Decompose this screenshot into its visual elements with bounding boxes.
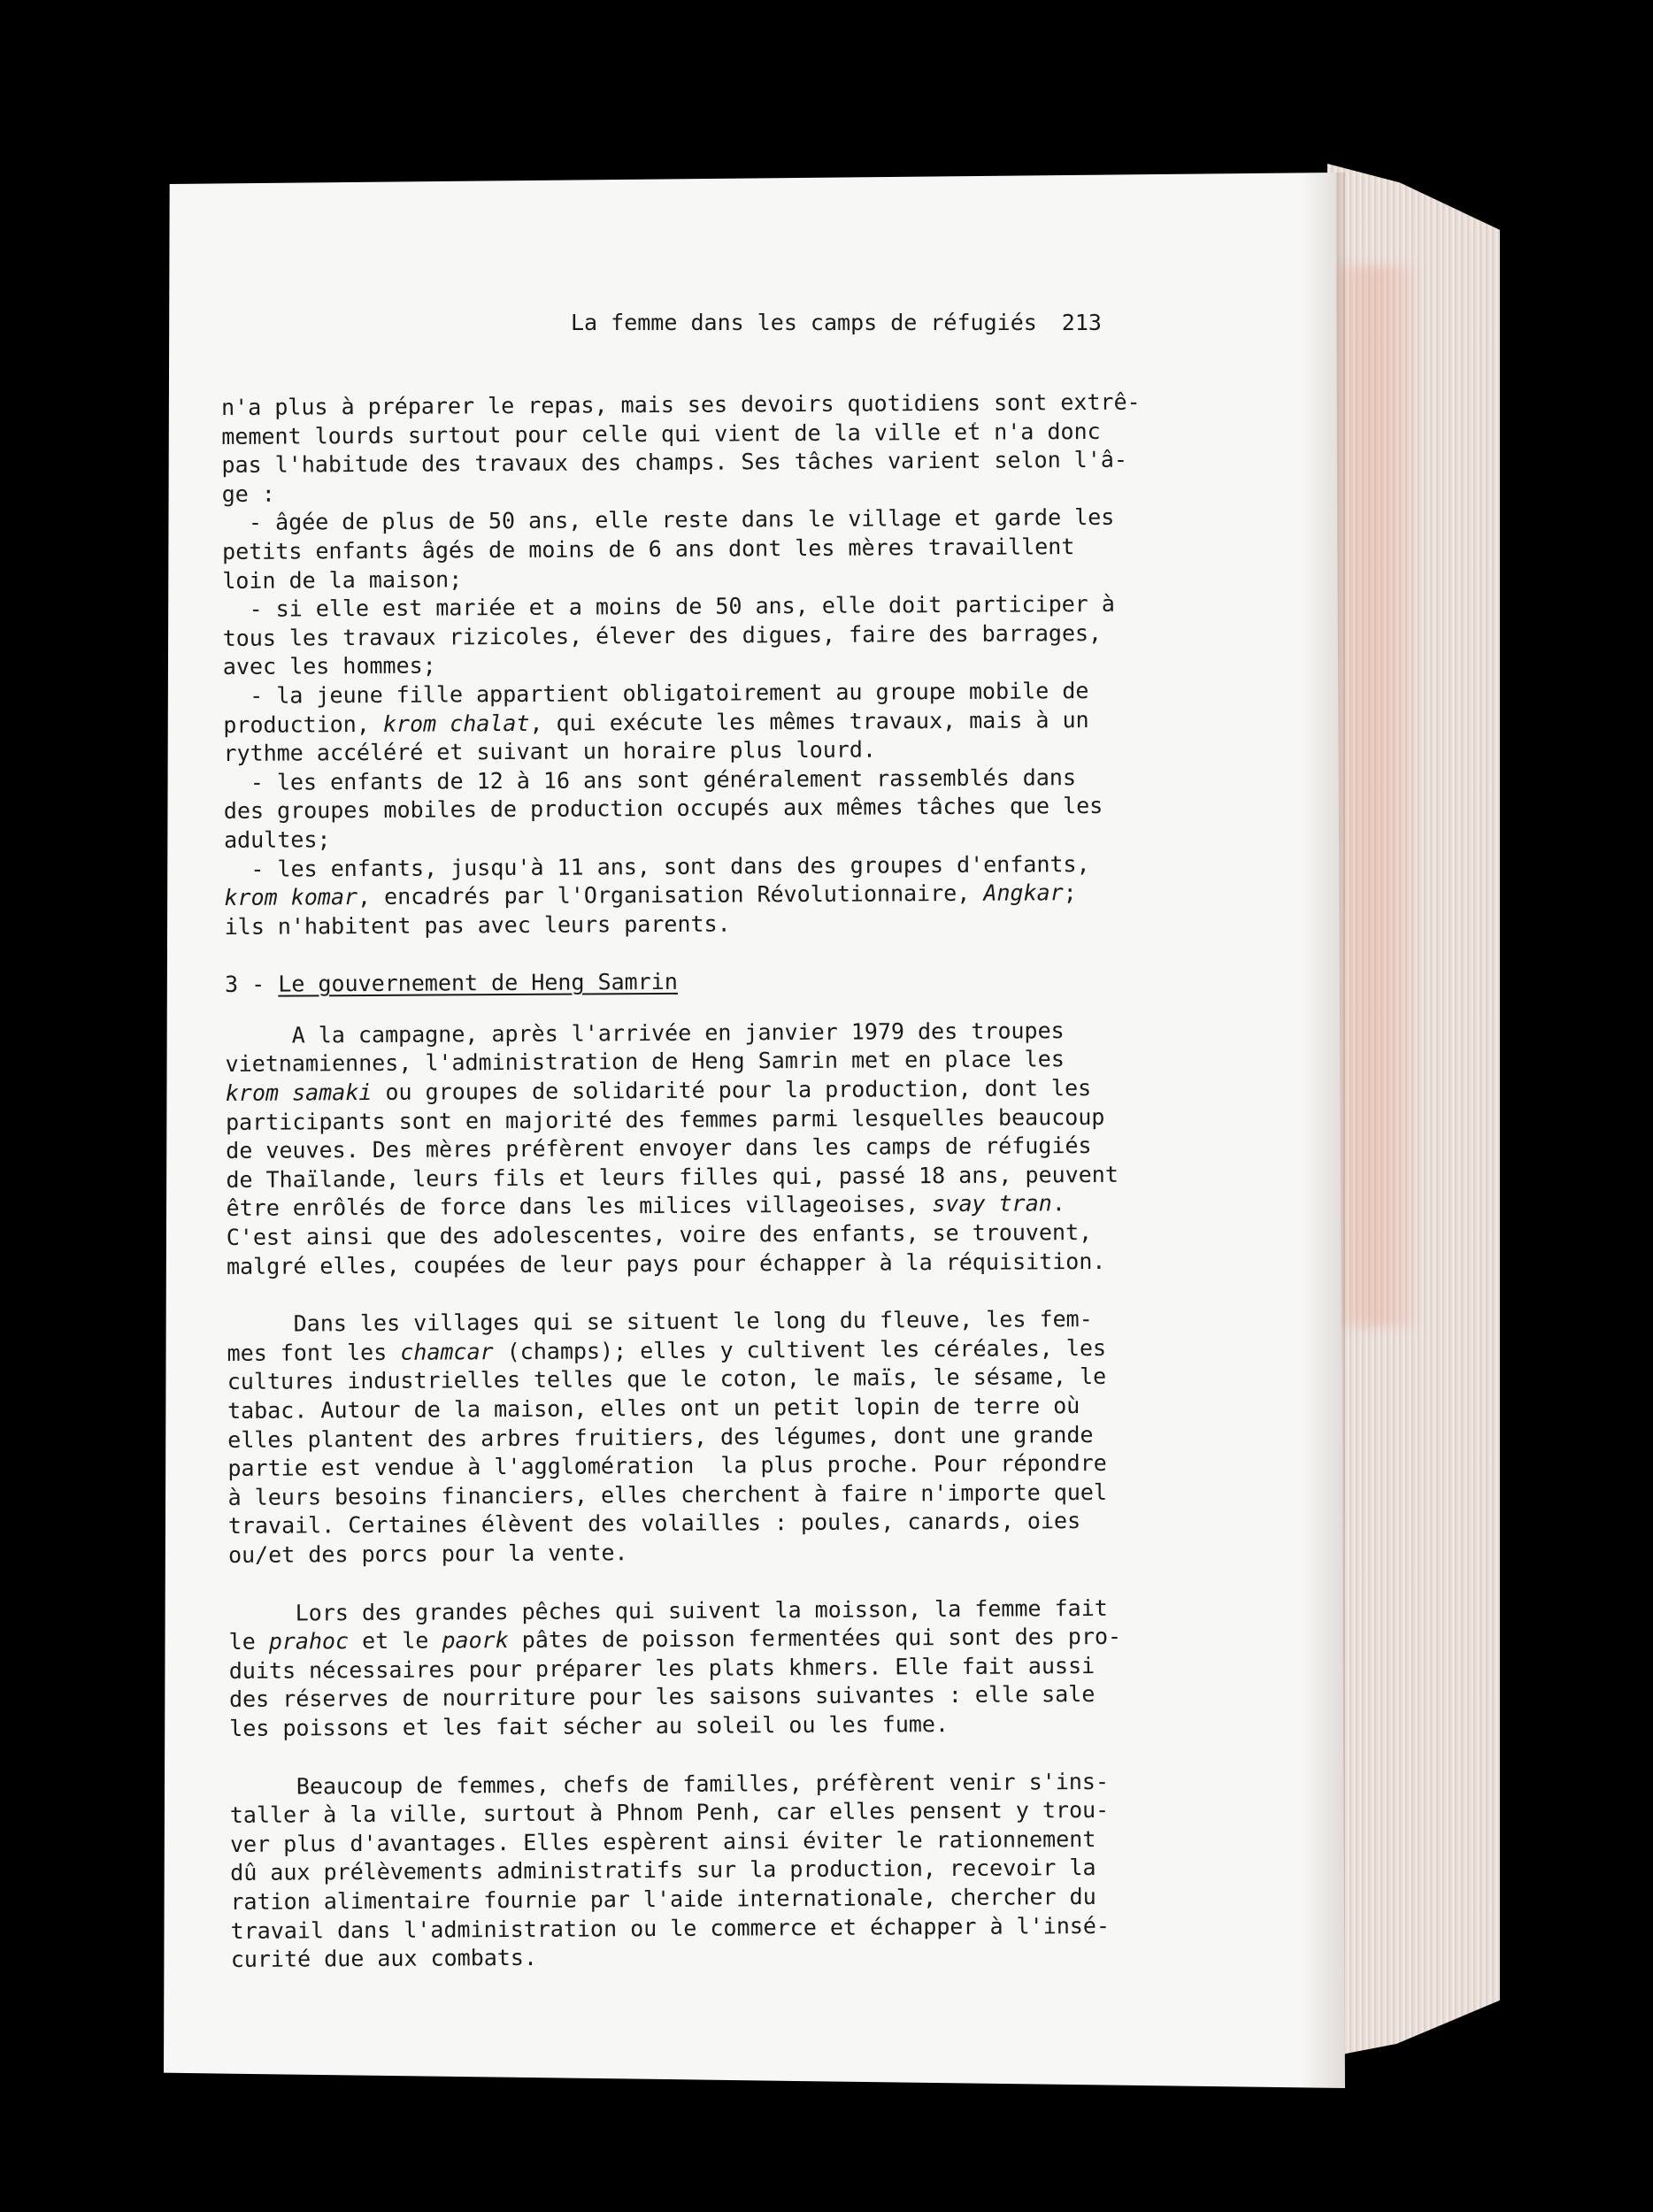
text-line: participants sont en majorité des femmes parmi lesquelles beaucoup (225, 1103, 1105, 1135)
text-line: de veuves. Des mères préfèrent envoyer dans les camps de réfugiés (226, 1133, 1092, 1164)
text-line: les poissons et les fait sécher au soleil ou les fume. (229, 1710, 950, 1741)
text-line: tous les travaux rizicoles, élever des digues, faire des barrages, (222, 619, 1103, 651)
text-line: travail. Certaines élèvent des volailles : poules, canards, oies (227, 1508, 1081, 1540)
text-line: travail dans l'administration ou le commerce et échapper à l'insé- (230, 1912, 1111, 1944)
text-line: de Thaïlande, leurs fils et leurs filles qui, passé 18 ans, peuvent (226, 1161, 1119, 1193)
text-line: - âgée de plus de 50 ans, elle reste dans le village et garde les (221, 504, 1115, 536)
section-number: 3 - (224, 971, 279, 998)
text-line: ou/et des porcs pour la vente. (227, 1540, 628, 1568)
text-line: dû aux prélèvements administratifs sur la production, recevoir la (230, 1855, 1096, 1886)
text-line: cultures industrielles telles que le coton, le maïs, le sésame, le (227, 1363, 1107, 1395)
text-line: - la jeune fille appartient obligatoirement au groupe mobile de (222, 677, 1089, 709)
text-line: elles plantent des arbres fruitiers, des légumes, dont une grande (227, 1421, 1094, 1453)
text-line: partie est vendue à l'agglomération la plus proche. Pour répondre (227, 1450, 1107, 1482)
text-line: adultes; (223, 826, 331, 853)
text-line: n'a plus à préparer le repas, mais ses devoirs quotidiens sont extrê- (221, 388, 1141, 420)
text-line: curité due aux combats. (230, 1944, 538, 1973)
paragraph (227, 1304, 1202, 1570)
text-line: des réserves de nourriture pour les saisons suivantes : elle sale (228, 1681, 1096, 1713)
text-line: production, krom chalat, qui exécute les mêmes travaux, mais à un (223, 706, 1089, 738)
text-line: - les enfants de 12 à 16 ans sont généralement rassemblés dans (223, 764, 1077, 795)
running-header (571, 310, 1102, 335)
text-line: vietnamiennes, l'administration de Heng Samrin met en place les (225, 1046, 1065, 1078)
text-line: loin de la maison; (222, 565, 463, 594)
text-line: duits nécessaires pour préparer les plats khmers. Elle fait aussi (228, 1652, 1096, 1684)
text-line: le prahoc et le paork pâtes de poisson fermentées qui sont des pro- (228, 1623, 1122, 1655)
text-line: rythme accéléré et suivant un horaire plus lourd. (223, 736, 877, 767)
running-title: La femme dans les camps de réfugiés (571, 310, 1037, 335)
text-line: ge : (221, 480, 275, 507)
text-line: - si elle est mariée et a moins de 50 ans, elle doit participer à (222, 590, 1115, 623)
paragraph (230, 1767, 1204, 1975)
text-line: Lors des grandes pêches qui suivent la moisson, la femme fait (228, 1594, 1108, 1626)
section-title: Le gouvernement de Heng Samrin (278, 969, 678, 997)
page-gutter-shadow (1301, 173, 1345, 2088)
text-line: ils n'habitent pas avec leurs parents. (224, 910, 731, 940)
text-line: être enrôlés de force dans les milices villageoises, svay tran. (226, 1190, 1065, 1222)
paragraph (225, 1016, 1200, 1281)
page-body (221, 388, 1204, 1974)
text-line: taller à la ville, surtout à Phnom Penh, car elles pensent y trou- (229, 1797, 1110, 1829)
text-line: Beaucoup de femmes, chefs de familles, préfèrent venir s'ins- (229, 1768, 1110, 1800)
text-line: ration alimentaire fournie par l'aide internationale, chercher du (230, 1883, 1096, 1915)
text-line: krom samaki ou groupes de solidarité pour la production, dont les (225, 1075, 1092, 1107)
text-line: des groupes mobiles de production occupés aux mêmes tâches que les (223, 793, 1103, 825)
text-line: pas l'habitude des travaux des champs. Ses tâches varient selon l'â- (221, 446, 1128, 479)
text-line: - les enfants, jusqu'à 11 ans, sont dans des groupes d'enfants, (224, 850, 1090, 882)
text-line: ver plus d'avantages. Elles espèrent ainsi éviter le rationnement (229, 1825, 1096, 1857)
text-line: petits enfants âgés de moins de 6 ans dont les mères travaillent (222, 534, 1075, 565)
list-block (221, 388, 1198, 941)
page-number: 213 (1061, 310, 1102, 335)
text-line: avec les hommes; (222, 652, 436, 680)
text-line: Dans les villages qui se situent le long du fleuve, les fem- (227, 1306, 1093, 1338)
text-line: malgré elles, coupées de leur pays pour échapper à la réquisition. (226, 1248, 1106, 1279)
text-line: A la campagne, après l'arrivée en janvier 1979 des troupes (225, 1018, 1065, 1048)
text-line: krom komar, encadrés par l'Organisation Révolutionnaire, Angkar; (224, 879, 1077, 911)
paragraph (228, 1594, 1203, 1744)
text-line: mes font les chamcar (champs); elles y cultivent les céréales, les (227, 1334, 1107, 1366)
text-line: tabac. Autour de la maison, elles ont un petit lopin de terre où (227, 1393, 1080, 1424)
text-line: mement lourds surtout pour celle qui vient de la ville et n'a donc (221, 418, 1101, 449)
text-line: C'est ainsi que des adolescentes, voire des enfants, se trouvent, (226, 1219, 1093, 1251)
text-line: à leurs besoins financiers, elles cherchent à faire n'importe quel (227, 1479, 1108, 1510)
